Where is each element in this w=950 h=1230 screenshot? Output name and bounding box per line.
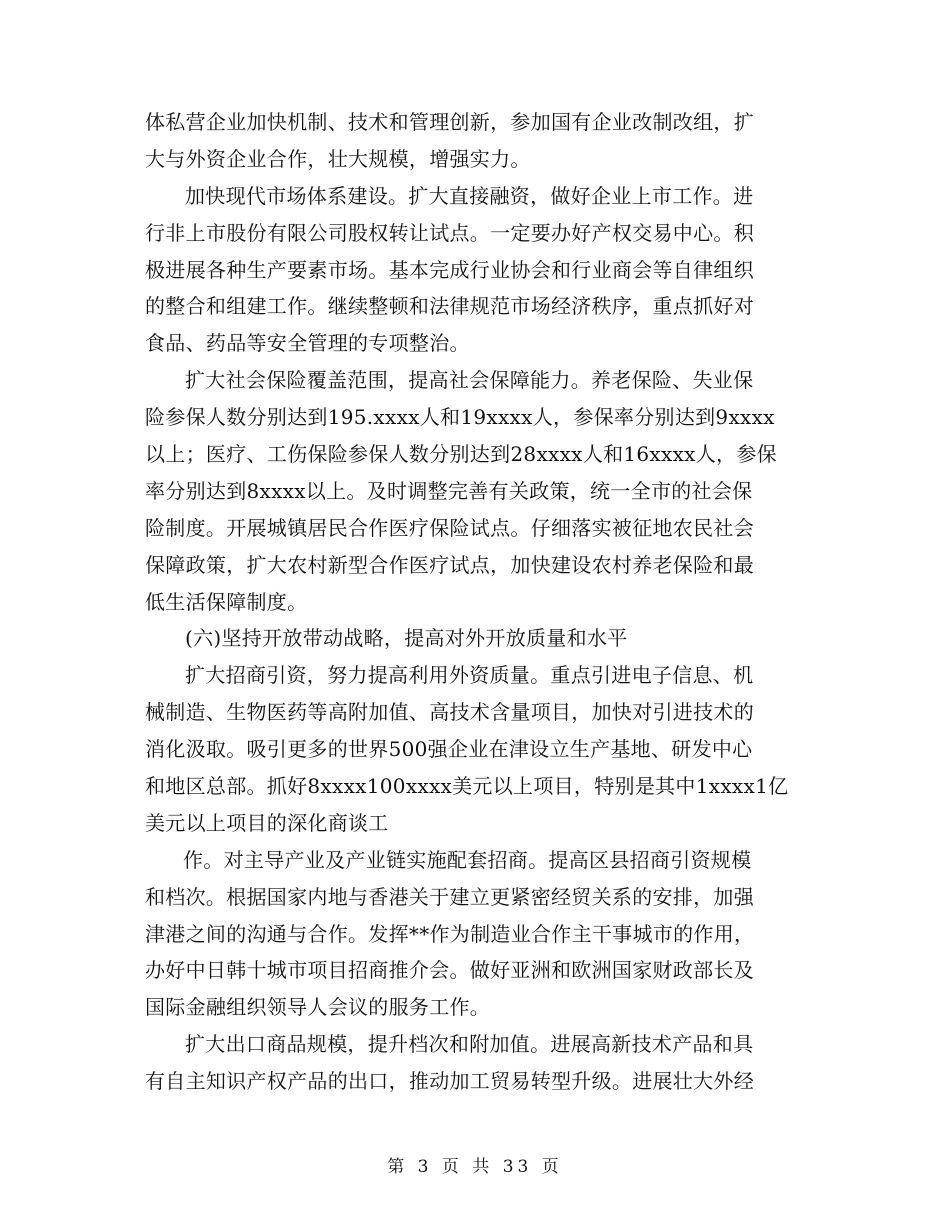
text-line: 有自主知识产权产品的出口，推动加工贸易转型升级。进展壮大外经 — [145, 1069, 754, 1094]
text-line: 行非上市股份有限公司股权转让试点。一定要办好产权交易中心。积 — [145, 220, 754, 245]
text-line: (六)坚持开放带动战略，提高对外开放质量和水平 — [185, 626, 628, 651]
text-line: 险制度。开展城镇居民合作医疗保险试点。仔细落实被征地农民社会 — [145, 515, 754, 540]
text-line: 办好中日韩十城市项目招商推介会。做好亚洲和欧洲国家财政部长及 — [145, 958, 754, 983]
text-line: 保障政策，扩大农村新型合作医疗试点，加快建设农村养老保险和最 — [145, 552, 754, 577]
text-line: 以上；医疗、工伤保险参保人数分别达到28xxxx人和16xxxx人，参保 — [145, 442, 777, 467]
text-line: 扩大社会保险覆盖范围，提高社会保障能力。养老保险、失业保 — [185, 368, 754, 393]
text-line: 和档次。根据国家内地与香港关于建立更紧密经贸关系的安排，加强 — [145, 884, 754, 909]
text-line: 率分别达到8xxxx以上。及时调整完善有关政策，统一全市的社会保 — [145, 478, 753, 503]
text-line: 极进展各种生产要素市场。基本完成行业协会和行业商会等自律组织 — [145, 257, 754, 282]
text-line: 作。对主导产业及产业链实施配套招商。提高区县招商引资规模 — [183, 847, 752, 872]
text-line: 和地区总部。抓好8xxxx100xxxx美元以上项目，特别是其中1xxxx1亿 — [145, 774, 789, 799]
text-line: 械制造、生物医药等高附加值、高技术含量项目，加快对引进技术的 — [145, 700, 754, 725]
text-line: 的整合和组建工作。继续整顿和法律规范市场经济秩序，重点抓好对 — [145, 294, 754, 319]
text-line: 体私营企业加快机制、技术和管理创新，参加国有企业改制改组，扩 — [145, 110, 754, 134]
page-footer: 第 3 页 共 33 页 — [387, 1157, 563, 1177]
document-body — [145, 104, 810, 1100]
text-line: 扩大出口商品规模，提升档次和附加值。进展高新技术产品和具 — [185, 1032, 754, 1057]
text-line: 低生活保障制度。 — [145, 589, 308, 614]
text-line: 加快现代市场体系建设。扩大直接融资，做好企业上市工作。进 — [185, 183, 754, 208]
text-line: 国际金融组织领导人会议的服务工作。 — [145, 995, 491, 1020]
text-line: 津港之间的沟通与合作。发挥**作为制造业合作主干事城市的作用， — [145, 921, 755, 946]
text-line: 消化汲取。吸引更多的世界500强企业在津设立生产基地、研发中心 — [145, 737, 753, 762]
text-line: 险参保人数分别达到195.xxxx人和19xxxx人，参保率分别达到9xxxx — [145, 405, 775, 430]
text-line: 扩大招商引资，努力提高利用外资质量。重点引进电子信息、机 — [185, 663, 754, 688]
text-line: 美元以上项目的深化商谈工 — [145, 810, 389, 835]
text-line: 食品、药品等安全管理的专项整治。 — [145, 331, 470, 356]
text-line: 大与外资企业合作，壮大规模，增强实力。 — [145, 146, 531, 171]
